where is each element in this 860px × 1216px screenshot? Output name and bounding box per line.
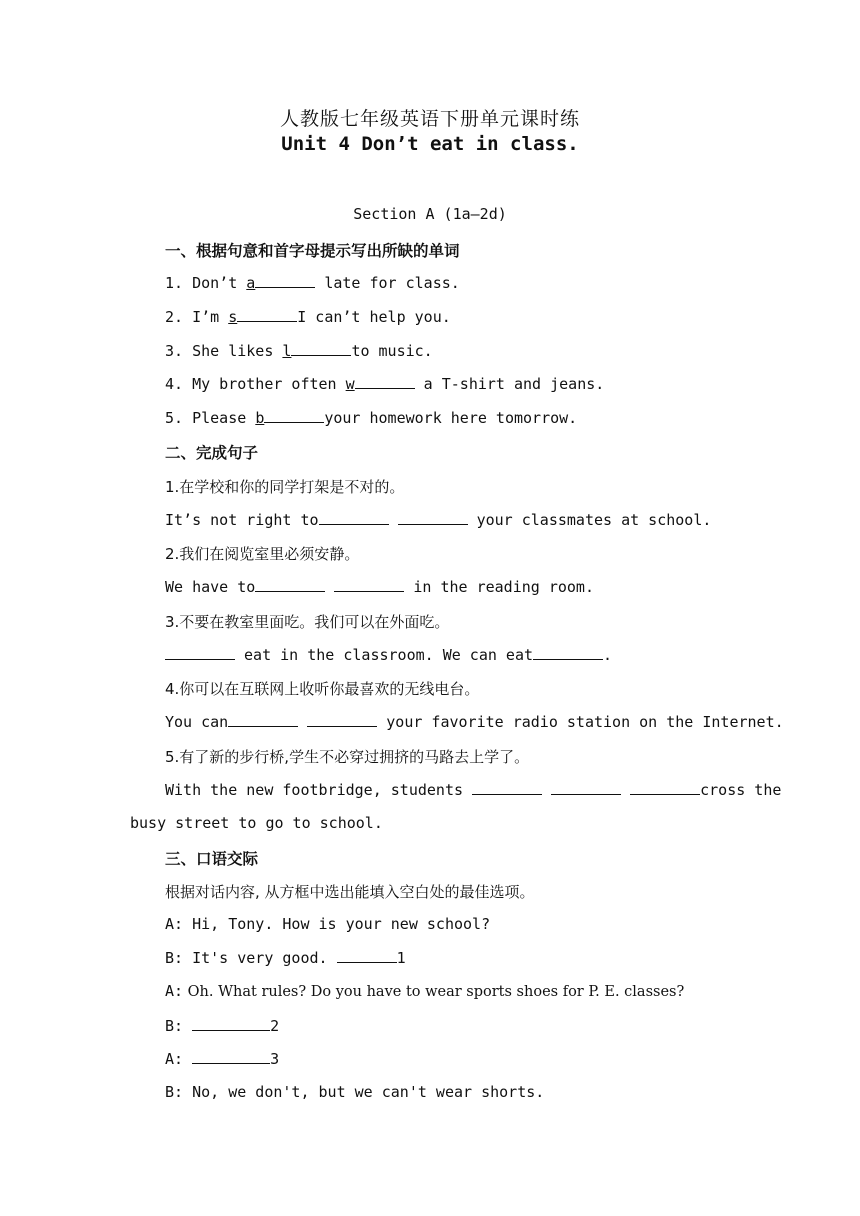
- part1-heading: 一、根据句意和首字母提示写出所缺的单词: [165, 242, 460, 260]
- answer-blank[interactable]: [237, 307, 297, 322]
- answer-blank[interactable]: [307, 712, 377, 727]
- part2-heading: 二、完成句子: [165, 444, 259, 462]
- document-title-cn: 人教版七年级英语下册单元课时练: [279, 108, 580, 130]
- answer-blank[interactable]: [337, 948, 397, 963]
- part2-item-4-en: You can your favorite radio station on the Internet.: [165, 713, 784, 731]
- part2-item-2-cn: 2.我们在阅览室里必须安静。: [165, 545, 360, 563]
- answer-blank[interactable]: [334, 577, 404, 592]
- part2-item-1-cn: 1.在学校和你的同学打架是不对的。: [165, 478, 405, 496]
- answer-blank[interactable]: [398, 510, 468, 525]
- hint-letter: w: [345, 375, 355, 393]
- answer-blank[interactable]: [264, 408, 324, 423]
- speaker-label: B:: [165, 1017, 184, 1035]
- document-title-en: Unit 4 Don’t eat in class.: [281, 133, 579, 155]
- part1-item-2: 2. I’m s I can’t help you.: [165, 308, 451, 326]
- dialogue-line-2: B: It's very good. 1: [165, 949, 406, 967]
- part2-item-5-en: With the new footbridge, students cross the: [165, 781, 782, 799]
- answer-blank[interactable]: [630, 780, 700, 795]
- speaker-label: B:: [165, 1083, 184, 1101]
- answer-blank[interactable]: [165, 645, 235, 660]
- speaker-label: A:: [165, 982, 184, 1000]
- dialogue-line-4: B: 2: [165, 1017, 280, 1035]
- part3-instruction: 根据对话内容, 从方框中选出能填入空白处的最佳选项。: [165, 883, 535, 901]
- answer-blank[interactable]: [255, 577, 325, 592]
- dialogue-line-5: A: 3: [165, 1050, 280, 1068]
- part2-item-4-cn: 4.你可以在互联网上收听你最喜欢的无线电台。: [165, 680, 480, 698]
- answer-blank[interactable]: [192, 1049, 270, 1064]
- dialogue-line-3: A: Oh. What rules? Do you have to wear sports shoes for P. E. classes?: [165, 982, 685, 1000]
- dialogue-line-6: B: No, we don't, but we can't wear shorts.: [165, 1083, 545, 1101]
- part1-item-5: 5. Please b your homework here tomorrow.: [165, 409, 578, 427]
- part2-item-3-cn: 3.不要在教室里面吃。我们可以在外面吃。: [165, 613, 450, 631]
- part2-item-5-en-cont: busy street to go to school.: [130, 814, 383, 832]
- dialogue-line-1: A: Hi, Tony. How is your new school?: [165, 915, 491, 933]
- part2-item-5-cn: 5.有了新的步行桥,学生不必穿过拥挤的马路去上学了。: [165, 748, 530, 766]
- answer-blank[interactable]: [319, 510, 389, 525]
- speaker-label: A:: [165, 1050, 184, 1068]
- answer-blank[interactable]: [192, 1016, 270, 1031]
- part2-item-3-en: eat in the classroom. We can eat .: [165, 645, 612, 664]
- hint-letter: s: [228, 308, 238, 326]
- part2-item-2-en: We have to in the reading room.: [165, 578, 594, 596]
- part1-item-3: 3. She likes l to music.: [165, 342, 433, 360]
- speaker-label: A:: [165, 915, 184, 933]
- part1-item-4: 4. My brother often w a T-shirt and jeans.: [165, 375, 605, 393]
- part2-item-1-en: It’s not right to your classmates at school.: [165, 511, 712, 529]
- answer-blank[interactable]: [533, 645, 603, 660]
- hint-letter: a: [246, 274, 256, 292]
- answer-blank[interactable]: [228, 712, 298, 727]
- part3-heading: 三、口语交际: [165, 850, 259, 868]
- answer-blank[interactable]: [291, 341, 351, 356]
- hint-letter: b: [255, 409, 265, 427]
- answer-blank[interactable]: [355, 374, 415, 389]
- answer-blank[interactable]: [551, 780, 621, 795]
- answer-blank[interactable]: [472, 780, 542, 795]
- hint-letter: l: [282, 342, 292, 360]
- speaker-label: B:: [165, 949, 184, 967]
- answer-blank[interactable]: [255, 273, 315, 288]
- section-title: Section A (1a—2d): [353, 205, 507, 223]
- part1-item-1: 1. Don’t a late for class.: [165, 274, 460, 292]
